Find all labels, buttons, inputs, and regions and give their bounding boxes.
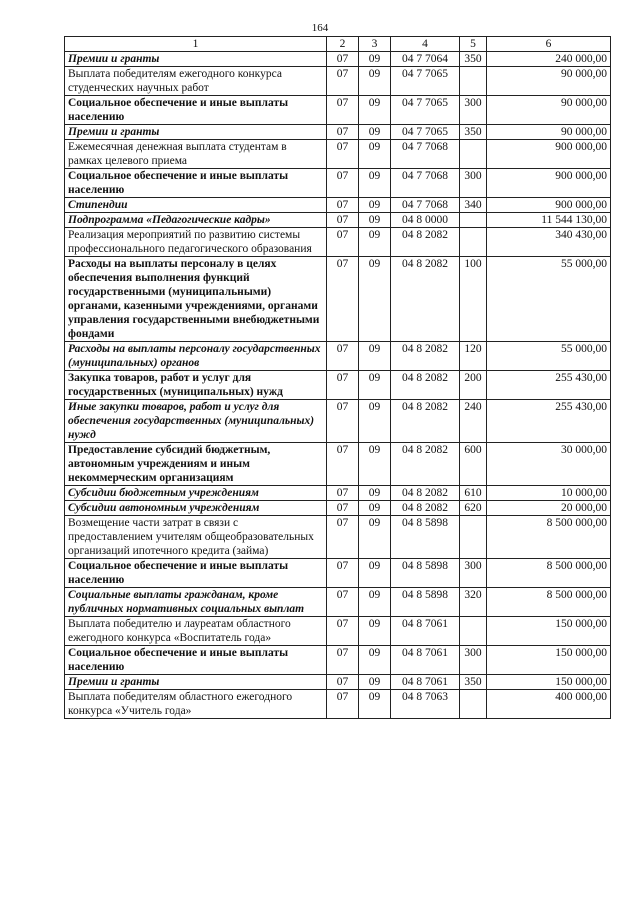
table-row [65,516,611,559]
item-name: Иные закупки товаров, работ и услуг для обеспечения государственных (муниципальных) нужд [65,400,327,443]
table-row [65,486,611,501]
section-code: 07 [327,516,359,559]
amount: 30 000,00 [487,443,611,486]
subsection-code: 09 [359,169,391,198]
expense-type-code [460,617,487,646]
item-name: Субсидии автономным учреждениям [65,501,327,516]
item-name: Социальное обеспечение и иные выплаты населению [65,559,327,588]
target-article-code: 04 7 7065 [391,125,460,140]
target-article-code: 04 8 2082 [391,501,460,516]
item-name: Премии и гранты [65,675,327,690]
subsection-code: 09 [359,228,391,257]
target-article-code: 04 8 2082 [391,228,460,257]
amount: 8 500 000,00 [487,588,611,617]
target-article-code: 04 8 2082 [391,443,460,486]
expense-type-code: 350 [460,125,487,140]
header-cell: 5 [460,37,487,52]
subsection-code: 09 [359,342,391,371]
section-code: 07 [327,198,359,213]
section-code: 07 [327,486,359,501]
table-row [65,371,611,400]
header-cell: 2 [327,37,359,52]
amount: 90 000,00 [487,96,611,125]
target-article-code: 04 8 7063 [391,690,460,719]
subsection-code: 09 [359,400,391,443]
expense-type-code [460,67,487,96]
item-name: Реализация мероприятий по развитию системы профессионального педагогического образования [65,228,327,257]
table-row [65,257,611,342]
budget-table [64,36,611,719]
section-code: 07 [327,675,359,690]
target-article-code: 04 7 7065 [391,67,460,96]
table-row [65,213,611,228]
table-row [65,559,611,588]
expense-type-code: 600 [460,443,487,486]
table-row [65,443,611,486]
table-row [65,52,611,67]
target-article-code: 04 8 5898 [391,588,460,617]
target-article-code: 04 8 7061 [391,617,460,646]
header-cell: 6 [487,37,611,52]
expense-type-code: 120 [460,342,487,371]
expense-type-code: 300 [460,559,487,588]
item-name: Расходы на выплаты персоналу в целях обеспечения выполнения функций государственными (муниципальными) органами, казенными учреждениями, органами управления государственными внебюджетными фондами [65,257,327,342]
amount: 10 000,00 [487,486,611,501]
subsection-code: 09 [359,675,391,690]
expense-type-code [460,140,487,169]
section-code: 07 [327,501,359,516]
amount: 150 000,00 [487,646,611,675]
amount: 150 000,00 [487,675,611,690]
expense-type-code [460,690,487,719]
amount: 11 544 130,00 [487,213,611,228]
item-name: Социальное обеспечение и иные выплаты населению [65,646,327,675]
subsection-code: 09 [359,690,391,719]
target-article-code: 04 8 5898 [391,516,460,559]
target-article-code: 04 8 0000 [391,213,460,228]
table-row [65,96,611,125]
expense-type-code: 100 [460,257,487,342]
expense-type-code: 300 [460,96,487,125]
amount: 55 000,00 [487,342,611,371]
item-name: Премии и гранты [65,125,327,140]
item-name: Субсидии бюджетным учреждениям [65,486,327,501]
amount: 900 000,00 [487,169,611,198]
expense-type-code: 620 [460,501,487,516]
expense-type-code: 240 [460,400,487,443]
amount: 340 430,00 [487,228,611,257]
section-code: 07 [327,257,359,342]
target-article-code: 04 8 2082 [391,257,460,342]
item-name: Премии и гранты [65,52,327,67]
subsection-code: 09 [359,140,391,169]
subsection-code: 09 [359,443,391,486]
expense-type-code: 350 [460,52,487,67]
amount: 8 500 000,00 [487,559,611,588]
subsection-code: 09 [359,371,391,400]
table-row [65,400,611,443]
item-name: Закупка товаров, работ и услуг для государственных (муниципальных) нужд [65,371,327,400]
section-code: 07 [327,169,359,198]
section-code: 07 [327,646,359,675]
subsection-code: 09 [359,257,391,342]
subsection-code: 09 [359,52,391,67]
page-number: 164 [311,22,329,34]
item-name: Социальное обеспечение и иные выплаты населению [65,96,327,125]
item-name: Подпрограмма «Педагогические кадры» [65,213,327,228]
section-code: 07 [327,559,359,588]
subsection-code: 09 [359,67,391,96]
expense-type-code [460,213,487,228]
expense-type-code: 610 [460,486,487,501]
expense-type-code: 340 [460,198,487,213]
expense-type-code: 200 [460,371,487,400]
expense-type-code: 350 [460,675,487,690]
item-name: Социальное обеспечение и иные выплаты населению [65,169,327,198]
amount: 20 000,00 [487,501,611,516]
target-article-code: 04 7 7064 [391,52,460,67]
section-code: 07 [327,96,359,125]
subsection-code: 09 [359,486,391,501]
table-row [65,675,611,690]
table-row [65,228,611,257]
section-code: 07 [327,588,359,617]
target-article-code: 04 8 2082 [391,371,460,400]
header-cell: 3 [359,37,391,52]
target-article-code: 04 8 5898 [391,559,460,588]
section-code: 07 [327,67,359,96]
amount: 90 000,00 [487,67,611,96]
subsection-code: 09 [359,198,391,213]
subsection-code: 09 [359,501,391,516]
item-name: Выплата победителям областного ежегодного конкурса «Учитель года» [65,690,327,719]
subsection-code: 09 [359,125,391,140]
section-code: 07 [327,443,359,486]
amount: 8 500 000,00 [487,516,611,559]
table-header-row [65,37,611,52]
table-row [65,646,611,675]
table-row [65,690,611,719]
subsection-code: 09 [359,516,391,559]
expense-type-code: 300 [460,646,487,675]
table-row [65,67,611,96]
subsection-code: 09 [359,646,391,675]
section-code: 07 [327,617,359,646]
amount: 900 000,00 [487,140,611,169]
subsection-code: 09 [359,559,391,588]
table-row [65,342,611,371]
expense-type-code [460,228,487,257]
section-code: 07 [327,690,359,719]
section-code: 07 [327,342,359,371]
section-code: 07 [327,213,359,228]
target-article-code: 04 7 7068 [391,198,460,213]
table-row [65,169,611,198]
section-code: 07 [327,371,359,400]
amount: 90 000,00 [487,125,611,140]
expense-type-code [460,516,487,559]
header-cell: 1 [65,37,327,52]
subsection-code: 09 [359,96,391,125]
expense-type-code: 300 [460,169,487,198]
amount: 55 000,00 [487,257,611,342]
target-article-code: 04 8 2082 [391,486,460,501]
table-row [65,198,611,213]
target-article-code: 04 8 2082 [391,400,460,443]
target-article-code: 04 8 7061 [391,675,460,690]
item-name: Выплата победителю и лауреатам областного ежегодного конкурса «Воспитатель года» [65,617,327,646]
section-code: 07 [327,400,359,443]
subsection-code: 09 [359,213,391,228]
target-article-code: 04 7 7065 [391,96,460,125]
item-name: Предоставление субсидий бюджетным, автономным учреждениям и иным некоммерческим организациям [65,443,327,486]
amount: 900 000,00 [487,198,611,213]
header-cell: 4 [391,37,460,52]
target-article-code: 04 8 7061 [391,646,460,675]
subsection-code: 09 [359,617,391,646]
item-name: Расходы на выплаты персоналу государственных (муниципальных) органов [65,342,327,371]
target-article-code: 04 8 2082 [391,342,460,371]
item-name: Стипендии [65,198,327,213]
section-code: 07 [327,52,359,67]
amount: 255 430,00 [487,400,611,443]
section-code: 07 [327,125,359,140]
item-name: Ежемесячная денежная выплата студентам в рамках целевого приема [65,140,327,169]
table-row [65,501,611,516]
section-code: 07 [327,140,359,169]
item-name: Выплата победителям ежегодного конкурса студенческих научных работ [65,67,327,96]
amount: 255 430,00 [487,371,611,400]
item-name: Социальные выплаты гражданам, кроме публичных нормативных социальных выплат [65,588,327,617]
section-code: 07 [327,228,359,257]
table-row [65,617,611,646]
table-row [65,125,611,140]
amount: 150 000,00 [487,617,611,646]
target-article-code: 04 7 7068 [391,140,460,169]
table-row [65,588,611,617]
target-article-code: 04 7 7068 [391,169,460,198]
amount: 400 000,00 [487,690,611,719]
table-row [65,140,611,169]
expense-type-code: 320 [460,588,487,617]
amount: 240 000,00 [487,52,611,67]
subsection-code: 09 [359,588,391,617]
item-name: Возмещение части затрат в связи с предоставлением учителям общеобразовательных организаций ипотечного кредита (займа) [65,516,327,559]
